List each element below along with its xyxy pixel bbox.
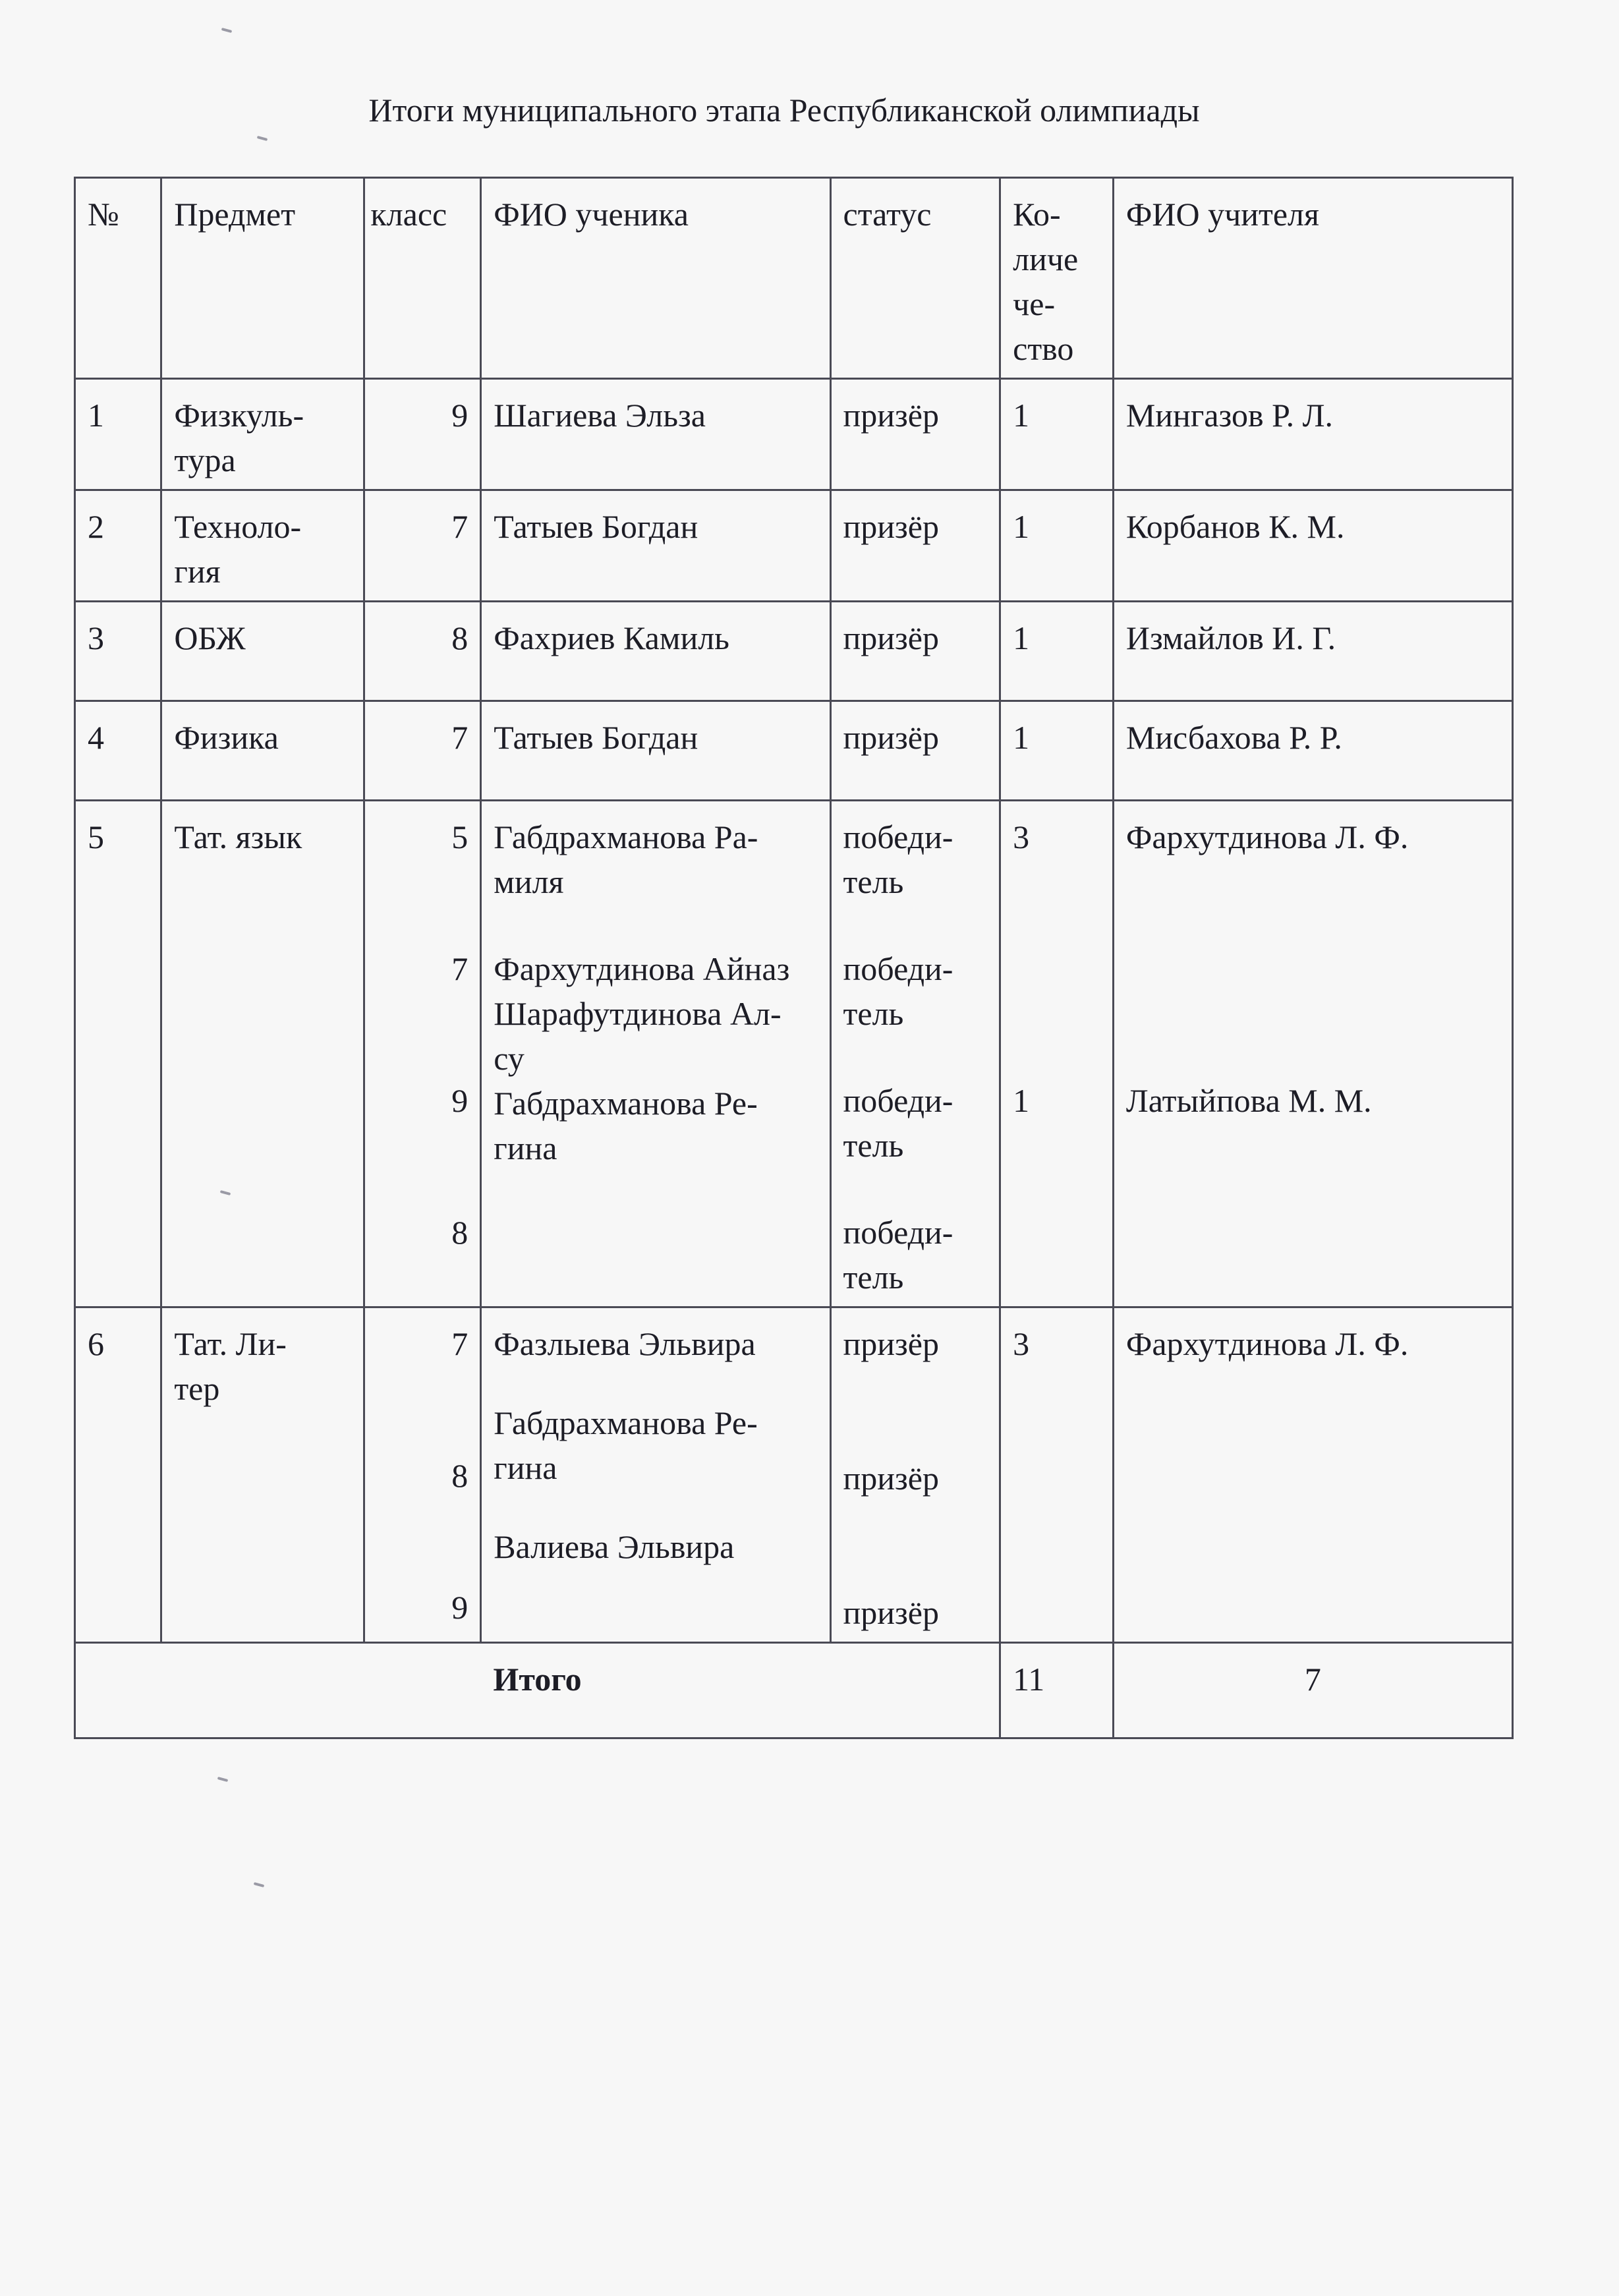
scan-mark [254,1882,264,1887]
table-header-row [75,178,1513,379]
table-row [75,379,1513,490]
scan-mark [221,28,232,33]
status-line: победи- [843,1214,953,1251]
qty-value: 1 [1013,1082,1030,1119]
student-line: Шарафутдинова Ал- [494,995,781,1032]
row-subject: ОБЖ [161,602,364,701]
table-row [75,490,1513,602]
page-title: Итоги муниципального этапа Республиканской олимпиады [368,92,1200,129]
header-qty-line: ство [1013,330,1074,367]
row-subject [161,379,364,490]
status-line: победи- [843,818,953,855]
row-subject [161,1307,364,1643]
row-student: Фахриев Камиль [481,602,830,701]
header-qty-line: Ко- [1013,196,1061,233]
row-subject: Тат. язык [161,801,364,1307]
status-line: тель [843,995,904,1032]
row-class: 9 [364,379,481,490]
student-line: Габдрахманова Ра- [494,818,758,855]
subject-line: гия [174,553,221,590]
subject-line: Тат. Ли- [174,1325,287,1362]
teacher-value: Фархутдинова Л. Ф. [1125,818,1409,855]
table-row [75,801,1513,1307]
row-teacher: Корбанов К. М. [1113,490,1512,602]
row-student [481,801,830,1307]
row-qty: 3 [1000,1307,1114,1643]
student-line: гина [494,1449,557,1486]
table-row [75,1307,1513,1643]
class-value: 5 [451,818,469,855]
row-class [364,801,481,1307]
total-label: Итого [75,1643,1000,1738]
status-line: победи- [843,1082,953,1119]
row-subject: Физика [161,701,364,801]
status-line: тель [843,1259,904,1296]
class-value: 8 [451,1214,469,1251]
row-status: призёр [830,379,1000,490]
status-line: призёр [843,1460,939,1497]
subject-line: Техноло- [174,508,302,545]
header-qty [1000,178,1114,379]
row-status: призёр [830,602,1000,701]
results-table [74,177,1514,1739]
class-value: 7 [451,1325,469,1362]
row-teacher: Мингазов Р. Л. [1113,379,1512,490]
student-line: Фазлыева Эльвира [494,1325,756,1362]
qty-value: 3 [1013,818,1030,855]
row-status [830,1307,1000,1643]
row-teacher: Фархутдинова Л. Ф. [1113,1307,1512,1643]
table-row [75,602,1513,701]
status-line: победи- [843,950,953,987]
row-qty: 1 [1000,490,1114,602]
subject-line: тер [174,1370,220,1407]
student-line: Валиева Эльвира [494,1528,735,1565]
row-teacher: Измайлов И. Г. [1113,602,1512,701]
student-line: Габдрахманова Ре- [494,1085,758,1122]
row-class: 7 [364,490,481,602]
header-num: № [75,178,161,379]
row-student: Татыев Богдан [481,701,830,801]
class-value: 8 [451,1457,469,1494]
class-value: 7 [451,950,469,987]
row-student: Татыев Богдан [481,490,830,602]
table-row [75,701,1513,801]
header-qty-line: че- [1013,285,1056,322]
row-class: 7 [364,701,481,801]
header-status: статус [830,178,1000,379]
header-class: класс [364,178,481,379]
row-qty: 1 [1000,602,1114,701]
row-status: призёр [830,490,1000,602]
class-value: 9 [451,1589,469,1626]
class-value: 9 [451,1082,469,1119]
total-teachers: 7 [1113,1643,1512,1738]
subject-line: Физкуль- [174,397,304,434]
row-class [364,1307,481,1643]
header-teacher: ФИО учителя [1113,178,1512,379]
row-num: 6 [75,1307,161,1643]
header-subject: Предмет [161,178,364,379]
row-class: 8 [364,602,481,701]
status-line: тель [843,1127,904,1164]
row-status [830,801,1000,1307]
row-qty [1000,801,1114,1307]
status-line: призёр [843,1325,939,1362]
total-qty: 11 [1000,1643,1114,1738]
row-qty: 1 [1000,701,1114,801]
student-line: миля [494,863,564,900]
student-line: Габдрахманова Ре- [494,1404,758,1441]
teacher-value: Латыйпова М. М. [1125,1082,1372,1119]
student-line: су [494,1040,525,1077]
row-num: 5 [75,801,161,1307]
scan-mark [217,1777,228,1782]
row-subject [161,490,364,602]
row-student [481,1307,830,1643]
row-status: призёр [830,701,1000,801]
subject-line: тура [174,442,236,478]
scan-mark [257,136,268,141]
status-line: призёр [843,1594,939,1631]
header-qty-line: личе [1013,241,1079,277]
total-row [75,1643,1513,1738]
row-num: 4 [75,701,161,801]
status-line: тель [843,863,904,900]
row-num: 2 [75,490,161,602]
row-teacher [1113,801,1512,1307]
row-student: Шагиева Эльза [481,379,830,490]
row-qty: 1 [1000,379,1114,490]
row-teacher: Мисбахова Р. Р. [1113,701,1512,801]
student-line: гина [494,1130,557,1166]
student-line: Фархутдинова Айназ [494,950,790,987]
header-student: ФИО ученика [481,178,830,379]
row-num: 1 [75,379,161,490]
row-num: 3 [75,602,161,701]
